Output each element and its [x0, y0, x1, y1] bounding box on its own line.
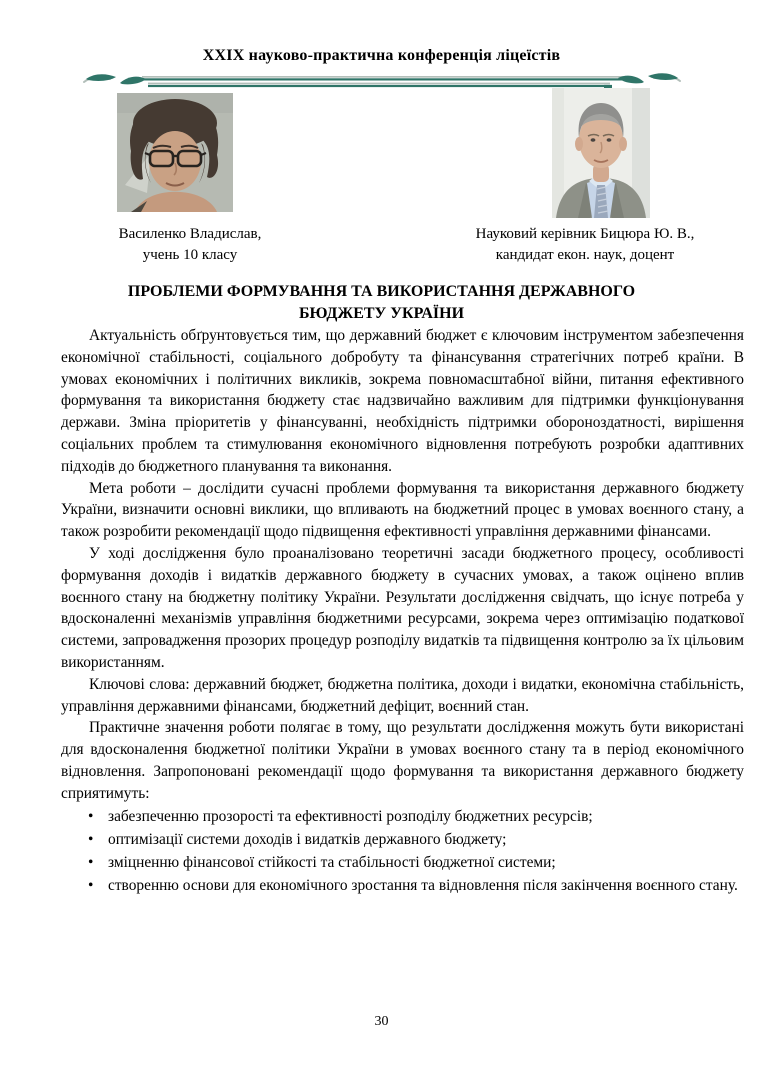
list-item-text: зміцненню фінансової стійкості та стабільності бюджетної системи; [108, 853, 556, 871]
list-item [61, 805, 744, 828]
student-photo [117, 93, 233, 212]
page-number: 30 [374, 1014, 389, 1029]
student-role: учень 10 класу [142, 247, 238, 263]
conference-header-title: XXIX науково-практична конференція ліцеїстів [202, 47, 561, 64]
list-item [61, 851, 744, 874]
student-name: Василенко Владислав, [118, 226, 262, 242]
list-item [61, 828, 744, 851]
list-item [61, 874, 744, 897]
paragraph-goal: Мета роботи – дослідити сучасні проблеми формування та використання державного бюджету України, визначити основні виклики, що впливають на бюджетний процес в умовах воєнного стану, а також розробити рекомендації щодо підвищення ефективності управління державними фінансами. [61, 479, 744, 541]
student-caption [55, 224, 325, 266]
list-item-text: створенню основи для економічного зростання та відновлення після закінчення воєнного стану. [108, 876, 738, 894]
paragraph-research: У ході дослідження було проаналізовано теоретичні засади бюджетного процесу, особливості формування доходів і видатків державного бюджету в сучасних умовах, а також оцінено вплив воєнного стану на бюджетну політику України. Результати дослідження свідчать, що існує потреба у вдосконаленні механізмів управління бюджетними ресурсами, зокрема через оптимізацію податкової системи, запровадження прозорих процедур розподілу видатків та підвищення контролю за їх цільовим використанням. [61, 544, 744, 671]
list-item-text: оптимізації системи доходів і видатків державного бюджету; [108, 830, 507, 848]
recommendations-list [61, 805, 744, 897]
list-item-text: забезпеченню прозорості та ефективності розподілу бюджетних ресурсів; [108, 807, 593, 825]
paragraph-practical-value: Практичне значення роботи полягає в тому, що результати дослідження можуть бути використані для вдосконалення бюджетної політики України в умовах воєнного стану та в період економічного відновлення. Запропоновані рекомендації щодо формування та використання державного бюджету сприятимуть: [61, 719, 744, 802]
article-title-line2: БЮДЖЕТУ УКРАЇНИ [298, 305, 465, 322]
article-title [30, 281, 733, 325]
article-title-line1: ПРОБЛЕМИ ФОРМУВАННЯ ТА ВИКОРИСТАННЯ ДЕРЖАВНОГО [127, 283, 636, 300]
advisor-caption [450, 224, 720, 266]
advisor-role: кандидат екон. наук, доцент [495, 247, 675, 263]
advisor-name: Науковий керівник Бицюра Ю. В., [475, 226, 695, 242]
paragraph-keywords: Ключові слова: державний бюджет, бюджетна політика, доходи і видатки, економічна стабільність, управління державними фінансами, бюджетний дефіцит, воєнний стан. [61, 675, 744, 715]
paragraph-relevance: Актуальність обґрунтовується тим, що державний бюджет є ключовим інструментом забезпечення економічної стабільності, соціального добробуту та фінансування стратегічних потреб країни. В умовах економічних і політичних викликів, зокрема повномасштабної війни, питання ефективного формування та використання бюджету стає надзвичайно важливим для підтримки функціонування держави. Зміна пріоритетів у фінансуванні, необхідність підтримки обороноздатності, вирішення соціальних проблем та стимулювання економічного відновлення потребують розробки адаптивних підходів до бюджетного планування та виконання. [61, 327, 744, 475]
advisor-photo [552, 88, 650, 218]
